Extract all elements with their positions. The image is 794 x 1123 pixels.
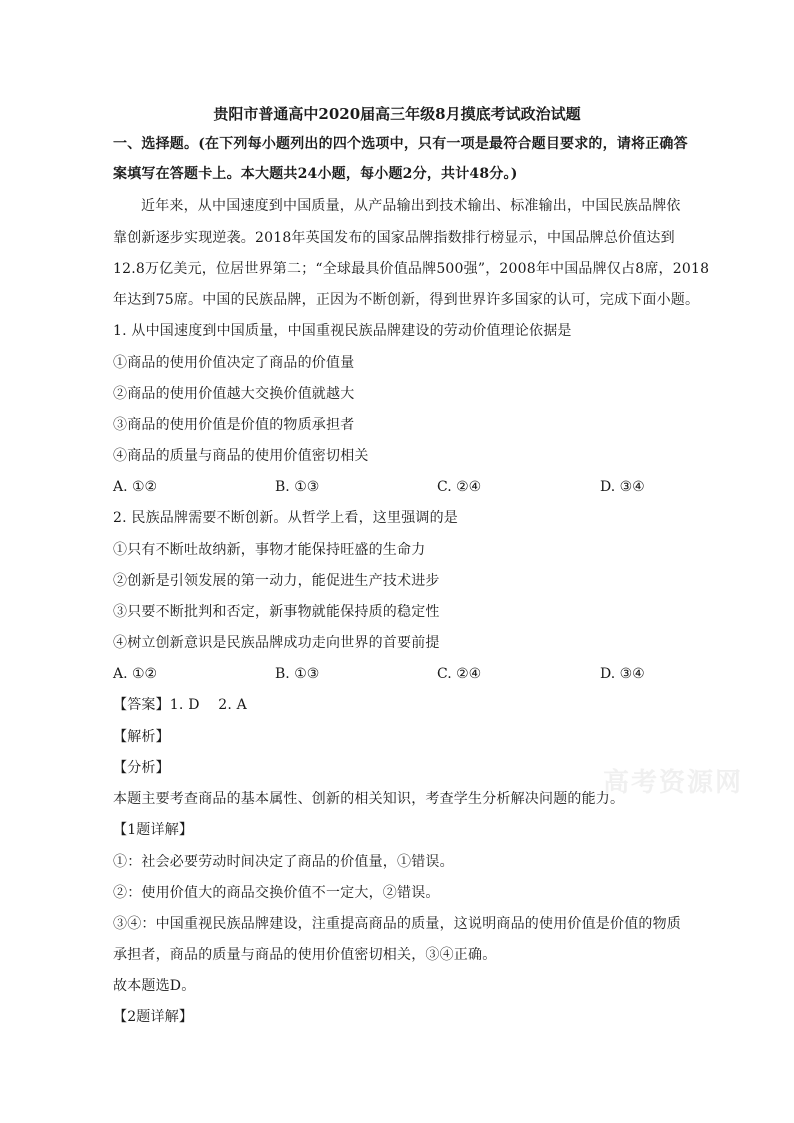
q1-detail-line: ①：社会必要劳动时间决定了商品的价值量，①错误。 (113, 854, 454, 870)
question-1-option-d: D. ③④ (600, 479, 645, 495)
question-2-statement: ①只有不断吐故纳新，事物才能保持旺盛的生命力 (113, 542, 426, 558)
passage-line-4: 年达到75席。中国的民族品牌，正因为不断创新，得到世界许多国家的认可，完成下面小题。 (113, 292, 700, 308)
section-heading-line-2: 案填写在答题卡上。本大题共24小题，每小题2分，共计48分。) (113, 166, 518, 182)
question-1-statement: ③商品的使用价值是价值的物质承担者 (113, 417, 355, 433)
watermark: 高考资源网 (603, 768, 744, 798)
question-2-statement: ③只要不断批判和否定，新事物就能保持质的稳定性 (113, 604, 440, 620)
passage-line-1: 近年来，从中国速度到中国质量，从产品输出到技术输出、标准输出，中国民族品牌依 (141, 198, 681, 214)
question-2-option-d: D. ③④ (600, 666, 645, 682)
question-1-option-c: C. ②④ (437, 479, 482, 495)
question-1-statement: ②商品的使用价值越大交换价值就越大 (113, 386, 355, 402)
q1-detail-label: 【1题详解】 (113, 822, 194, 838)
q1-detail-line: ②：使用价值大的商品交换价值不一定大，②错误。 (113, 885, 440, 901)
q2-detail-label: 【2题详解】 (113, 1009, 194, 1025)
question-1-statement: ①商品的使用价值决定了商品的价值量 (113, 355, 355, 371)
answer-line: 【答案】1. D 2. A (113, 697, 247, 713)
analysis-label: 【解析】 (113, 729, 170, 745)
q1-detail-line: ③④：中国重视民族品牌建设，注重提高商品的质量，这说明商品的使用价值是价值的物质 (113, 916, 681, 932)
question-1-option-b: B. ①③ (275, 479, 320, 495)
question-2-statement: ②创新是引领发展的第一动力，能促进生产技术进步 (113, 573, 440, 589)
passage-line-3: 12.8万亿美元，位居世界第二；“全球最具价值品牌500强”，2008年中国品牌仅占8席，2018 (113, 261, 710, 277)
question-2-statement: ④树立创新意识是民族品牌成功走向世界的首要前提 (113, 635, 440, 651)
passage-line-2: 靠创新逐步实现逆袭。2018年英国发布的国家品牌指数排行榜显示，中国品牌总价值达到 (113, 230, 675, 246)
question-1-statement: ④商品的质量与商品的使用价值密切相关 (113, 448, 369, 464)
q1-detail-line: 故本题选D。 (113, 978, 196, 994)
question-2-stem: 2. 民族品牌需要不断创新。从哲学上看，这里强调的是 (113, 510, 459, 526)
question-2-option-c: C. ②④ (437, 666, 482, 682)
fenxi-text: 本题主要考查商品的基本属性、创新的相关知识，考查学生分析解决问题的能力。 (113, 791, 625, 807)
page-title: 贵阳市普通高中2020届高三年级8月摸底考试政治试题 (213, 105, 581, 123)
fenxi-label: 【分析】 (113, 760, 170, 776)
q1-detail-line: 承担者，商品的质量与商品的使用价值密切相关，③④正确。 (113, 947, 497, 963)
question-1-option-a: A. ①② (113, 479, 158, 495)
question-2-option-b: B. ①③ (275, 666, 320, 682)
question-1-stem: 1. 从中国速度到中国质量，中国重视民族品牌建设的劳动价值理论依据是 (113, 323, 572, 339)
question-2-option-a: A. ①② (113, 666, 158, 682)
section-heading-line-1: 一、选择题。(在下列每小题列出的四个选项中，只有一项是最符合题目要求的，请将正确答 (113, 136, 688, 152)
